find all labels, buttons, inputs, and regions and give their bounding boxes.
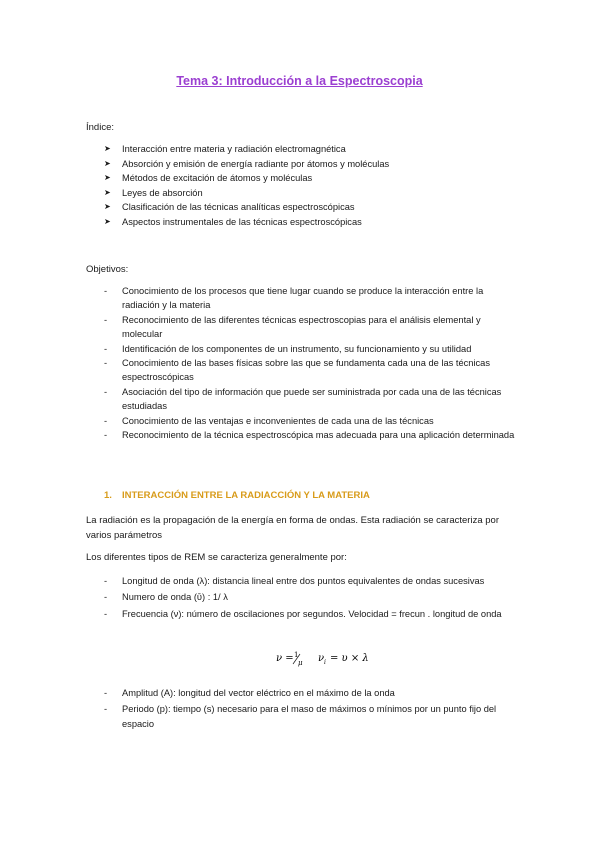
parameter-item: - Longitud de onda (λ): distancia lineal entre dos puntos equivalentes de ondas sucesivas — [104, 576, 485, 586]
arrow-bullet-icon: ➤ — [104, 173, 111, 183]
parameter-item: - Periodo (p): tiempo (s) necesario para el maso de máximos o mínimos por un punto fijo del espacio — [104, 704, 497, 729]
formula-2-sub: i — [324, 659, 326, 666]
index-item: ➤ Clasificación de las técnicas analíticas espectroscópicas — [0, 200, 599, 215]
objectives-label: Objetivos: — [86, 264, 129, 275]
formula-2-rhs: = υ × λ — [330, 653, 369, 664]
section-title: INTERACCIÓN ENTRE LA RADIACCIÓN Y LA MATERIA — [122, 490, 370, 501]
formula-1-numerator: 1 — [294, 651, 299, 659]
objective-item: - Conocimiento de los procesos que tiene lugar cuando se produce la interacción entre la radiación y la materia — [104, 286, 484, 311]
formula-2-lhs: ν — [318, 653, 325, 664]
section-number: 1. — [104, 490, 112, 501]
formula-1-denominator: μ — [298, 659, 303, 667]
objective-item: - Conocimiento de las bases físicas sobre las que se fundamenta cada una de las técnicas espectroscópicas — [104, 358, 490, 383]
wave-parameters-list-2 — [0, 686, 599, 731]
section-heading — [104, 490, 370, 501]
index-item: ➤ Métodos de excitación de átomos y moléculas — [0, 171, 599, 186]
index-label: Índice: — [86, 122, 114, 133]
wave-formula — [0, 648, 599, 668]
arrow-bullet-icon: ➤ — [104, 187, 111, 197]
objective-item: - Identificación de los componentes de un instrumento, su funcionamiento y su utilidad — [104, 343, 472, 354]
wave-parameters-list — [0, 574, 599, 621]
parameter-item: - Amplitud (A): longitud del vector eléctrico en el máximo de la onda — [104, 688, 395, 698]
intro-paragraph: La radiación es la propagación de la energía en forma de ondas. Esta radiación se caracteriza por varios parámetros — [86, 515, 499, 541]
objectives-list — [0, 284, 599, 442]
index-item: ➤ Leyes de absorción — [0, 186, 599, 201]
index-item: ➤ Absorción y emisión de energía radiante por átomos y moléculas — [0, 157, 599, 172]
arrow-bullet-icon: ➤ — [104, 158, 111, 168]
index-item: ➤ Interacción entre materia y radiación electromagnética — [0, 142, 599, 157]
formula-1-lhs: ν = — [276, 653, 294, 664]
document-title: Tema 3: Introducción a la Espectroscopia — [176, 74, 423, 88]
arrow-bullet-icon: ➤ — [104, 202, 111, 212]
parameter-item: - Numero de onda (ῡ) : 1/ λ — [104, 592, 228, 603]
objective-item: - Reconocimiento de la técnica espectroscópica mas adecuada para una aplicación determinada — [104, 430, 515, 441]
objective-item: - Reconocimiento de las diferentes técnicas espectroscopias para el análisis elemental y molecular — [104, 314, 481, 340]
objective-item: - Asociación del tipo de información que puede ser suministrada por cada una de las técnicas estudiadas — [104, 386, 502, 412]
index-item: ➤ Aspectos instrumentales de las técnicas espectroscópicas — [0, 215, 599, 230]
objective-item: - Conocimiento de las ventajas e inconvenientes de cada una de las técnicas — [104, 415, 434, 426]
index-list — [0, 142, 599, 230]
parameter-item: - Frecuencia (ν): número de oscilaciones por segundos. Velocidad = frecun . longitud de onda — [104, 608, 502, 619]
arrow-bullet-icon: ➤ — [104, 216, 111, 226]
rem-paragraph: Los diferentes tipos de REM se caracteriza generalmente por: — [86, 552, 347, 563]
arrow-bullet-icon: ➤ — [104, 144, 111, 153]
